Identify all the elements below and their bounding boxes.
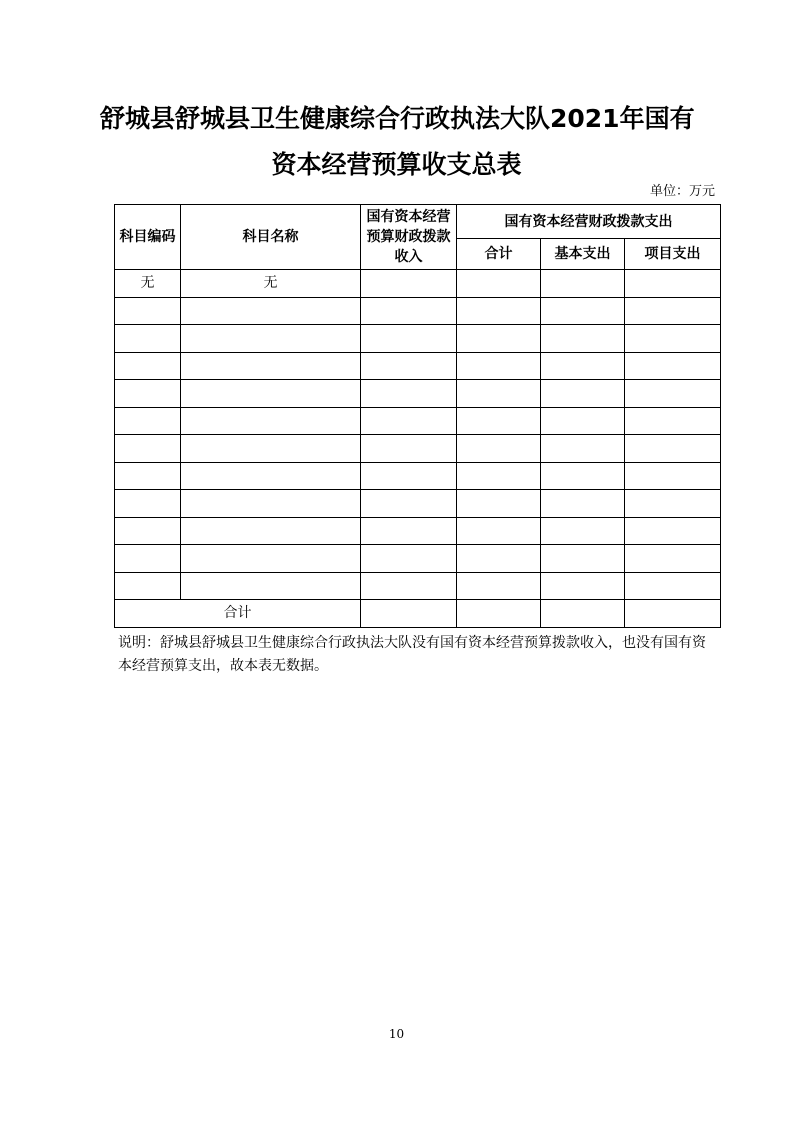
table-row xyxy=(115,572,721,600)
table-row xyxy=(115,517,721,545)
table-row xyxy=(115,545,721,573)
row-code: 无 xyxy=(115,270,181,298)
header-basic: 基本支出 xyxy=(541,239,625,270)
table-row xyxy=(115,270,721,298)
row-cell xyxy=(457,270,541,298)
header-project: 项目支出 xyxy=(625,239,721,270)
unit-label: 单位：万元 xyxy=(649,184,715,199)
table-row xyxy=(115,380,721,408)
explanation-note: 说明：舒城县舒城县卫生健康综合行政执法大队没有国有资本经营预算拨款收入，也没有国有资本经营预算支出，故本表无数据。 xyxy=(118,635,706,674)
budget-table xyxy=(114,204,721,628)
total-cell xyxy=(361,600,457,628)
title-line-1: 舒城县舒城县卫生健康综合行政执法大队2021年国有 xyxy=(100,104,695,133)
total-label: 合计 xyxy=(115,600,361,628)
row-cell xyxy=(361,270,457,298)
document-title xyxy=(100,96,693,188)
table-row xyxy=(115,490,721,518)
header-expense-group: 国有资本经营财政拨款支出 xyxy=(457,205,721,239)
table-row xyxy=(115,462,721,490)
total-cell xyxy=(625,600,721,628)
row-cell xyxy=(541,270,625,298)
row-cell xyxy=(625,270,721,298)
table-row xyxy=(115,435,721,463)
header-budget-income: 国有资本经营预算财政拨款收入 xyxy=(361,205,457,270)
total-cell xyxy=(457,600,541,628)
table-row xyxy=(115,352,721,380)
header-name: 科目名称 xyxy=(181,205,361,270)
table-row xyxy=(115,297,721,325)
header-code: 科目编码 xyxy=(115,205,181,270)
table-row xyxy=(115,407,721,435)
table-row xyxy=(115,325,721,353)
title-line-2: 资本经营预算收支总表 xyxy=(271,150,522,179)
total-row xyxy=(115,600,721,628)
page-number: 10 xyxy=(388,1027,405,1041)
row-name: 无 xyxy=(181,270,361,298)
header-total: 合计 xyxy=(457,239,541,270)
total-cell xyxy=(541,600,625,628)
